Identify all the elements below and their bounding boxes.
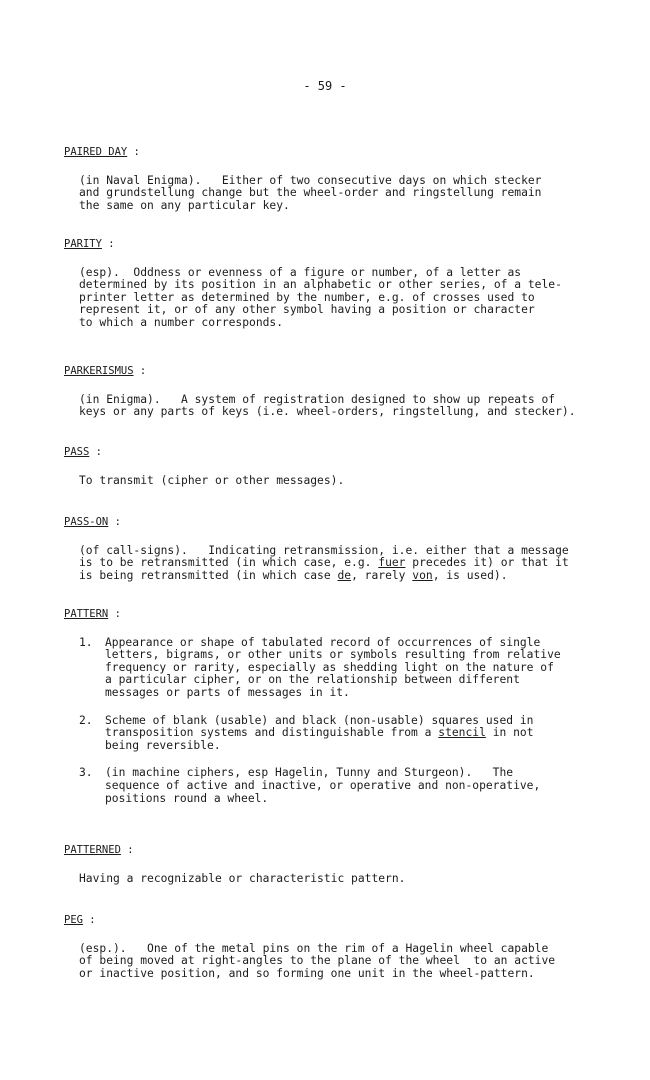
term-word: PEG xyxy=(64,914,83,926)
definition-line: (of call-signs). Indicating retransmission, i.e. either that a message xyxy=(79,543,569,557)
definition-line: Having a recognizable or characteristic pattern. xyxy=(79,871,406,885)
term-word: PARKERISMUS xyxy=(64,365,134,377)
definition-line: frequency or rarity, especially as shedding light on the nature of xyxy=(105,660,554,674)
item-body xyxy=(105,715,584,753)
definition-line: or inactive position, and so forming one unit in the wheel-pattern. xyxy=(79,966,535,980)
definition-line: To transmit (cipher or other messages). xyxy=(79,473,345,487)
definition-line: printer letter as determined by the number, e.g. of crosses used to xyxy=(79,290,535,304)
term-heading xyxy=(64,844,134,857)
entry-peg xyxy=(64,914,584,980)
definition-line: (esp.). One of the metal pins on the rim of a Hagelin wheel capable xyxy=(79,941,549,955)
definition-line: being reversible. xyxy=(105,738,221,752)
definition xyxy=(79,943,584,981)
underlined-word: stencil xyxy=(438,726,486,740)
definition xyxy=(79,394,584,419)
definition-text: , is used). xyxy=(432,568,508,582)
term-colon: : xyxy=(101,238,115,250)
definition-line: of being moved at right-angles to the plane of the wheel to an active xyxy=(79,954,556,968)
definition-line: Appearance or shape of tabulated record of occurrences of single xyxy=(105,635,541,649)
definition-line: the same on any particular key. xyxy=(79,198,290,212)
definition xyxy=(79,267,584,330)
term-heading xyxy=(64,446,102,459)
entry-patterned xyxy=(64,844,584,885)
definition-line: and grundstellung change but the wheel-order and ringstellung remain xyxy=(79,186,542,200)
term-word: PASS xyxy=(64,446,90,458)
term-word: PATTERNED xyxy=(64,844,121,856)
term-word: PAIRED DAY xyxy=(64,146,128,158)
entry-pass-on xyxy=(64,516,584,582)
definition-line: (in Naval Enigma). Either of two consecutive days on which stecker xyxy=(79,173,542,187)
entry-pass xyxy=(64,446,584,487)
term-colon: : xyxy=(120,844,134,856)
definition-line: letters, bigrams, or other units or symbols resulting from relative xyxy=(105,648,561,662)
term-heading xyxy=(64,608,121,621)
list-item xyxy=(79,715,584,753)
term-word: PATTERN xyxy=(64,608,109,620)
definition-text: precedes it) or that it xyxy=(405,556,569,570)
definition xyxy=(79,545,584,583)
list-item xyxy=(79,767,584,805)
item-body xyxy=(105,767,584,805)
definition-line: sequence of active and inactive, or operative and non-operative, xyxy=(105,778,541,792)
term-heading xyxy=(64,238,115,251)
definition-text: is being retransmitted (in which case xyxy=(79,568,331,582)
term-word: PARITY xyxy=(64,238,102,250)
term-colon: : xyxy=(133,365,147,377)
entry-parity xyxy=(64,238,584,330)
underlined-word: fuer xyxy=(378,556,406,570)
item-number: 3. xyxy=(79,766,93,780)
definition-text: , rarely xyxy=(351,568,413,582)
definition-line: (esp). Oddness or evenness of a figure or number, of a letter as xyxy=(79,265,522,279)
definition-text: transposition systems and distinguishable from a xyxy=(105,726,432,740)
definition xyxy=(79,475,584,488)
definition-line: Scheme of blank (usable) and black (non-usable) squares used in xyxy=(105,713,534,727)
numbered-list xyxy=(79,637,584,806)
term-heading xyxy=(64,516,121,529)
underlined-word: von xyxy=(412,568,433,582)
term-colon: : xyxy=(82,914,96,926)
item-number: 2. xyxy=(79,713,93,727)
definition-line: positions round a wheel. xyxy=(105,791,269,805)
entry-pattern xyxy=(64,608,584,820)
term-heading xyxy=(64,365,146,378)
item-body xyxy=(105,637,584,700)
entry-paired-day xyxy=(64,146,584,212)
definition-line xyxy=(105,727,584,740)
definition-line xyxy=(79,570,584,583)
term-colon: : xyxy=(89,446,102,458)
definition-line: (in Enigma). A system of registration designed to show up repeats of xyxy=(79,392,556,406)
definition-line: to which a number corresponds. xyxy=(79,315,284,329)
definition-line: messages or parts of messages in it. xyxy=(105,685,350,699)
definition-line: keys or any parts of keys (i.e. wheel-orders, ringstellung, and stecker). xyxy=(79,405,576,419)
item-number: 1. xyxy=(79,635,93,649)
term-heading xyxy=(64,914,96,927)
entry-parkerismus xyxy=(64,365,584,419)
definition xyxy=(79,175,584,213)
term-colon: : xyxy=(127,146,140,158)
term-colon: : xyxy=(108,608,121,620)
term-heading xyxy=(64,146,140,159)
list-item xyxy=(79,637,584,700)
term-word: PASS-ON xyxy=(64,516,109,528)
definition-line: represent it, or of any other symbol having a position or character xyxy=(79,303,535,317)
definition-text: in not xyxy=(485,726,534,740)
definition-text: is to be retransmitted (in which case, e.g. xyxy=(79,556,372,570)
underlined-word: de xyxy=(337,568,352,582)
page-number: - 59 - xyxy=(303,79,347,93)
definition xyxy=(79,873,584,886)
definition-line: a particular cipher, or on the relationship between different xyxy=(105,673,520,687)
term-colon: : xyxy=(108,516,121,528)
definition-line: (in machine ciphers, esp Hagelin, Tunny and Sturgeon). The xyxy=(105,766,514,780)
definition-line: determined by its position in an alphabetic or other series, of a tele- xyxy=(79,278,562,292)
